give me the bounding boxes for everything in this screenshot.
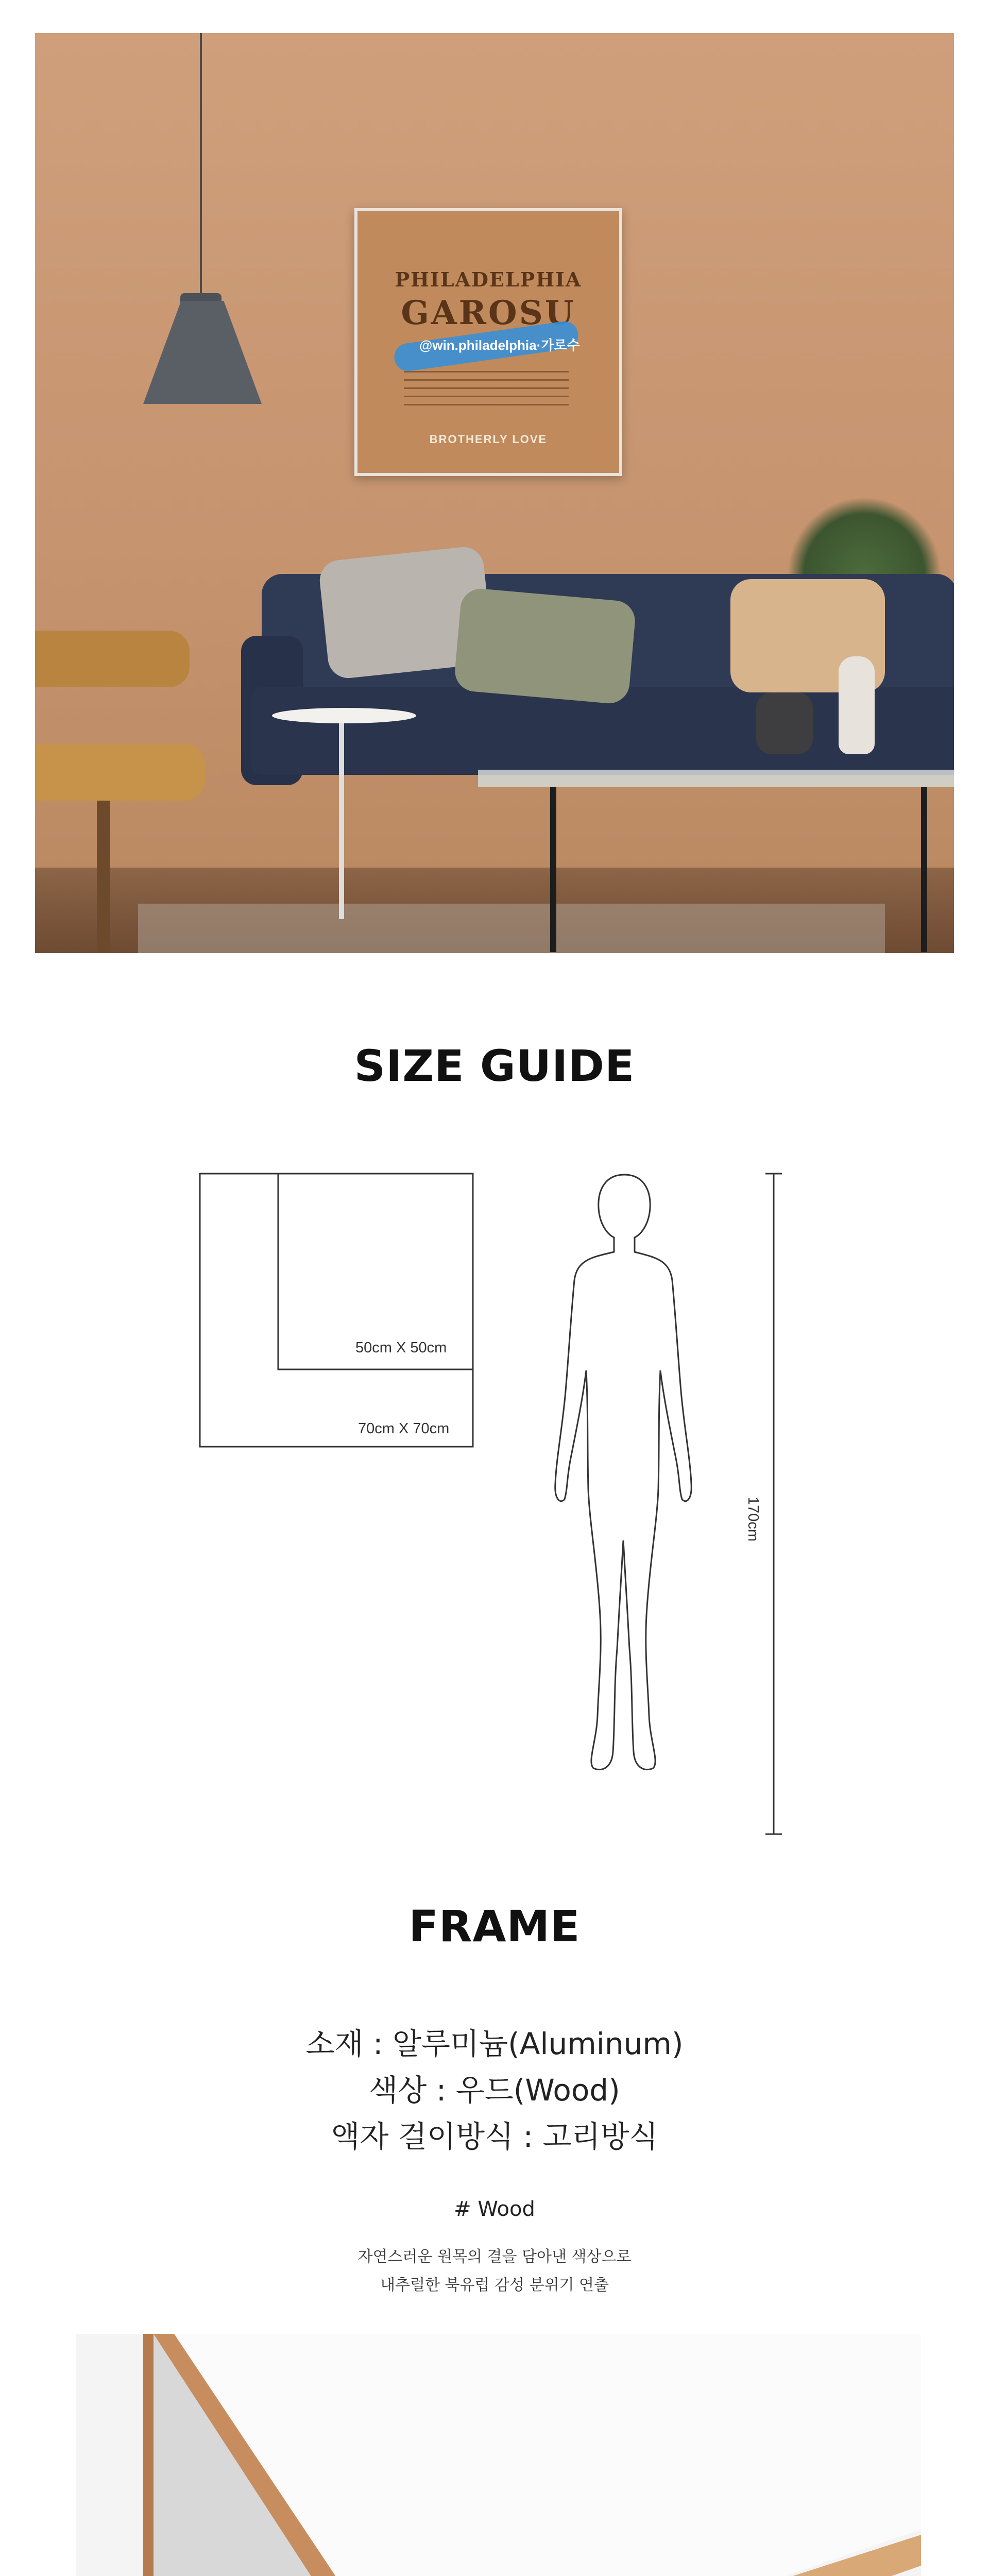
frame-corner-photo xyxy=(76,2334,921,2576)
pot xyxy=(756,692,813,754)
chair-back xyxy=(35,631,190,687)
cushion-green xyxy=(453,587,637,705)
frame-corner-illustration xyxy=(76,2334,921,2576)
wood-desc-1: 자연스러운 원목의 결을 담아낸 색상으로 xyxy=(357,2248,632,2266)
large-size-label: 70cm X 70cm xyxy=(358,1420,450,1437)
human-silhouette xyxy=(555,1175,691,1770)
poster-footer: BROTHERLY LOVE xyxy=(429,433,548,446)
hero-room-image xyxy=(35,33,954,953)
frame-title: FRAME xyxy=(408,1901,581,1952)
rug xyxy=(138,904,885,953)
wood-title: # Wood xyxy=(454,2197,535,2221)
poster-tag: @win.philadelphia·가로수 xyxy=(419,337,580,353)
frame-color: 색상 : 우드(Wood) xyxy=(369,2073,620,2108)
frame-hanging: 액자 걸이방식 : 고리방식 xyxy=(331,2119,658,2154)
size-guide-diagram xyxy=(196,1170,804,1844)
wood-desc-2: 내추럴한 북유럽 감성 분위기 연출 xyxy=(380,2276,609,2294)
large-frame-outline xyxy=(200,1174,473,1447)
frame-material: 소재 : 알루미늄(Aluminum) xyxy=(305,2026,684,2061)
size-guide-title: SIZE GUIDE xyxy=(354,1041,635,1091)
poster-small-text xyxy=(404,371,569,407)
chair-seat xyxy=(35,744,205,801)
poster-line-1: PHILADELPHIA xyxy=(395,268,582,291)
side-table-leg xyxy=(339,723,344,919)
poster-line-2: GAROSU xyxy=(401,294,576,332)
height-label: 170cm xyxy=(745,1497,761,1542)
small-size-label: 50cm X 50cm xyxy=(355,1340,447,1356)
side-table-top xyxy=(272,708,416,723)
coffee-table-leg xyxy=(550,787,556,952)
lamp-cord xyxy=(200,33,202,301)
wall xyxy=(35,33,954,953)
coffee-table-top xyxy=(478,770,954,787)
coffee-table-leg xyxy=(921,787,927,952)
framed-poster xyxy=(354,208,622,476)
vase xyxy=(839,656,875,754)
chair-leg xyxy=(97,801,110,953)
